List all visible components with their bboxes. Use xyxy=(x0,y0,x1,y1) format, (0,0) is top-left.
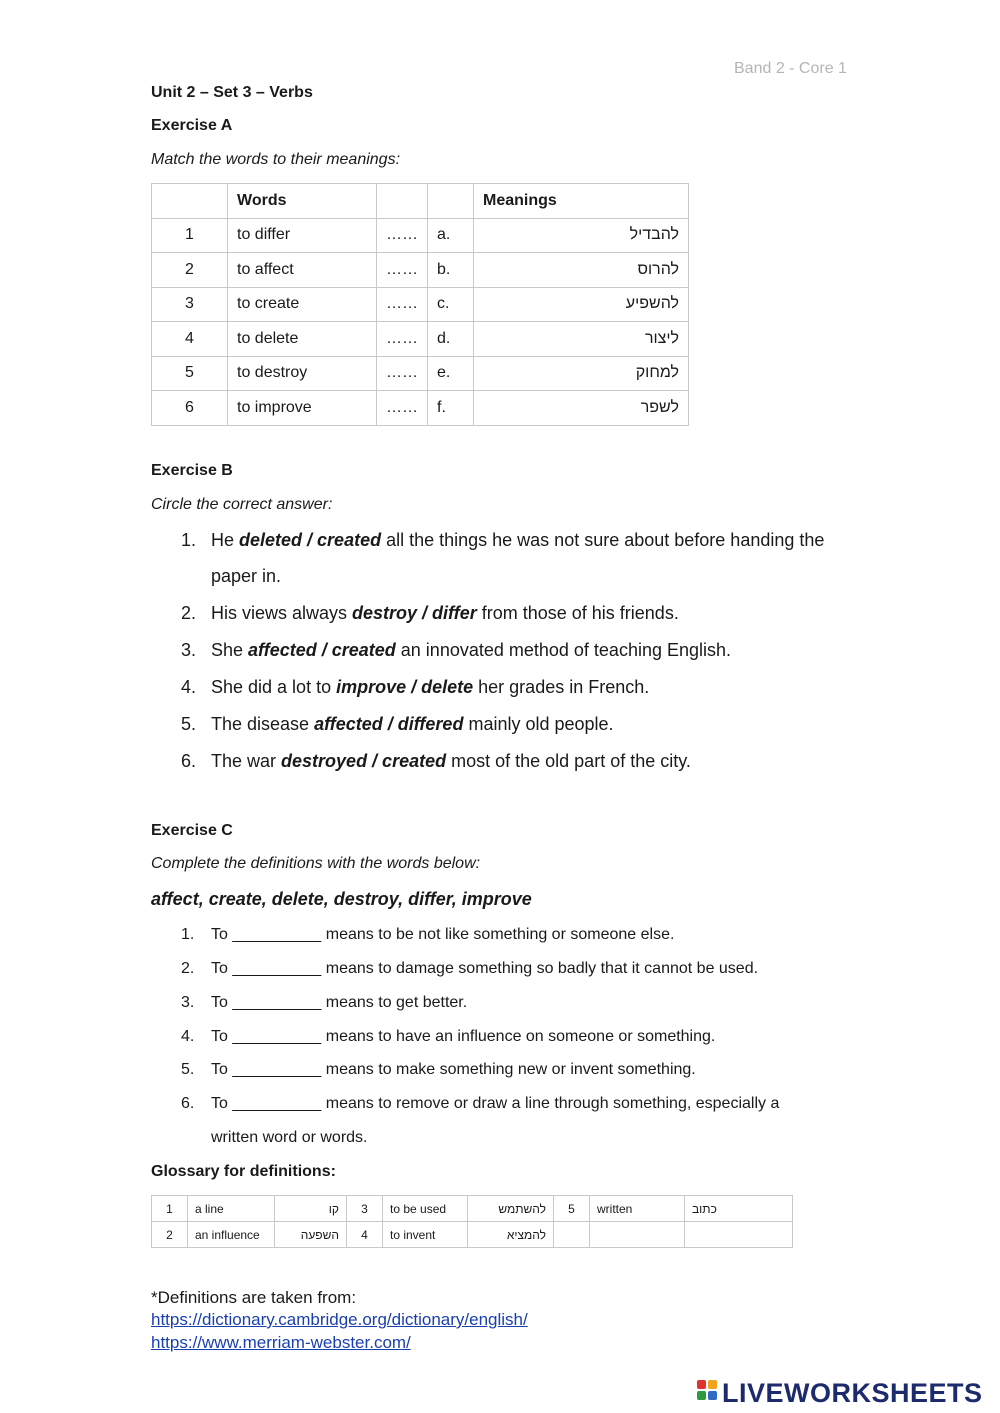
sentence-end: her grades in French. xyxy=(473,677,650,697)
exercise-c-heading: Exercise C xyxy=(151,822,233,839)
meaning-cell xyxy=(474,356,689,391)
definition-continuation: written word or words. xyxy=(211,1129,368,1146)
sentence-start: She xyxy=(211,640,249,660)
answer-choice[interactable]: affected / differed xyxy=(314,714,464,734)
definition-text[interactable]: To __________ means to damage something so badly that it cannot be used. xyxy=(211,960,759,977)
item-number: 4. xyxy=(181,1028,195,1045)
item-number: 1. xyxy=(181,530,197,550)
meaning-text: לשפר xyxy=(640,398,679,416)
sentence-start: He xyxy=(211,530,240,550)
row-number: 4 xyxy=(152,322,228,357)
sentence-end: from those of his friends. xyxy=(476,603,679,623)
hebrew-text: כתוב xyxy=(692,1201,717,1216)
glossary-number: 3 xyxy=(347,1196,383,1222)
word-cell: to improve xyxy=(228,391,377,426)
exercise-c-instruction: Complete the definitions with the words below: xyxy=(151,855,481,872)
hebrew-text: להשתמש xyxy=(498,1201,546,1216)
glossary-hebrew xyxy=(275,1196,347,1222)
glossary-number: 2 xyxy=(152,1222,188,1248)
meaning-text: להרוס xyxy=(637,260,679,278)
letter-cell: e. xyxy=(428,356,474,391)
answer-choice[interactable]: destroy / differ xyxy=(352,603,477,623)
glossary-hebrew xyxy=(685,1196,793,1222)
meaning-cell xyxy=(474,322,689,357)
definition-text[interactable]: To __________ means to remove or draw a line through something, especially a xyxy=(211,1095,780,1112)
meaning-cell xyxy=(474,287,689,322)
glossary-number: 4 xyxy=(347,1222,383,1248)
header-cell xyxy=(428,184,474,219)
sentence-continuation: paper in. xyxy=(211,566,282,586)
matching-table xyxy=(151,183,689,426)
exercise-b-instruction: Circle the correct answer: xyxy=(151,496,333,513)
words-header: Words xyxy=(228,184,377,219)
sentence-end: most of the old part of the city. xyxy=(446,751,691,771)
answer-choice[interactable]: affected / created xyxy=(248,640,396,660)
row-number: 2 xyxy=(152,253,228,288)
letter-cell: b. xyxy=(428,253,474,288)
item-number: 5. xyxy=(181,714,197,734)
word-cell: to delete xyxy=(228,322,377,357)
item-number: 2. xyxy=(181,960,195,977)
logo-text: LIVEWORKSHEETS xyxy=(722,1377,983,1408)
meaning-cell xyxy=(474,391,689,426)
sentence-start: She did a lot to xyxy=(211,677,337,697)
answer-choice[interactable]: deleted / created xyxy=(239,530,382,550)
sentence-start: His views always xyxy=(211,603,353,623)
glossary-table xyxy=(151,1195,793,1248)
answer-choice[interactable]: destroyed / created xyxy=(281,751,447,771)
liveworksheets-logo xyxy=(697,1376,983,1410)
exercise-a-instruction: Match the words to their meanings: xyxy=(151,151,401,168)
table-row xyxy=(152,218,689,253)
answer-blank[interactable]: …… xyxy=(377,287,428,322)
glossary-hebrew xyxy=(275,1222,347,1248)
glossary-hebrew xyxy=(685,1222,793,1248)
answer-blank[interactable]: …… xyxy=(377,356,428,391)
merriam-webster-link[interactable]: https://www.merriam-webster.com/ xyxy=(151,1333,411,1352)
definition-text[interactable]: To __________ means to make something new or invent something. xyxy=(211,1061,696,1078)
item-number: 3. xyxy=(181,640,197,660)
answer-blank[interactable]: …… xyxy=(377,391,428,426)
table-row xyxy=(152,356,689,391)
page-title: Unit 2 – Set 3 – Verbs xyxy=(151,84,313,101)
table-row xyxy=(152,287,689,322)
item-number: 6. xyxy=(181,1095,195,1112)
letter-cell: f. xyxy=(428,391,474,426)
glossary-english: to be used xyxy=(383,1196,468,1222)
table-row xyxy=(152,1222,793,1248)
item-number: 1. xyxy=(181,926,195,943)
glossary-number: 5 xyxy=(554,1196,590,1222)
meaning-text: להבדיל xyxy=(629,226,679,244)
meanings-header: Meanings xyxy=(474,184,689,219)
glossary-english: to invent xyxy=(383,1222,468,1248)
glossary-english: a line xyxy=(188,1196,275,1222)
liveworksheets-logo-icon xyxy=(697,1380,719,1406)
table-row xyxy=(152,1196,793,1222)
letter-cell: c. xyxy=(428,287,474,322)
definition-text[interactable]: To __________ means to get better. xyxy=(211,994,468,1011)
hebrew-text: קו xyxy=(328,1201,339,1216)
hebrew-text: להמציא xyxy=(506,1227,546,1242)
item-number: 2. xyxy=(181,603,197,623)
item-number: 5. xyxy=(181,1061,195,1078)
letter-cell: d. xyxy=(428,322,474,357)
meaning-cell xyxy=(474,218,689,253)
sentence-end: an innovated method of teaching English. xyxy=(395,640,732,660)
sentence-start: The war xyxy=(211,751,282,771)
glossary-hebrew xyxy=(468,1196,554,1222)
word-cell: to affect xyxy=(228,253,377,288)
meaning-text: למחוק xyxy=(635,364,679,382)
band-label: Band 2 - Core 1 xyxy=(734,60,847,77)
table-row xyxy=(152,322,689,357)
row-number: 5 xyxy=(152,356,228,391)
table-row xyxy=(152,391,689,426)
exercise-a-heading: Exercise A xyxy=(151,117,233,134)
row-number: 1 xyxy=(152,218,228,253)
answer-blank[interactable]: …… xyxy=(377,218,428,253)
header-cell xyxy=(152,184,228,219)
item-number: 4. xyxy=(181,677,197,697)
row-number: 3 xyxy=(152,287,228,322)
word-cell: to create xyxy=(228,287,377,322)
word-bank: affect, create, delete, destroy, differ, improve xyxy=(151,889,532,909)
definition-text[interactable]: To __________ means to be not like something or someone else. xyxy=(211,926,675,943)
glossary-english: written xyxy=(590,1196,685,1222)
sentence-start: The disease xyxy=(211,714,315,734)
exercise-b-heading: Exercise B xyxy=(151,462,233,479)
word-cell: to destroy xyxy=(228,356,377,391)
meaning-text: ליצור xyxy=(644,329,679,347)
answer-blank[interactable]: …… xyxy=(377,322,428,357)
hebrew-text: השפעה xyxy=(300,1227,339,1242)
answer-blank[interactable]: …… xyxy=(377,253,428,288)
sources-label: *Definitions are taken from: xyxy=(151,1288,357,1307)
header-cell xyxy=(377,184,428,219)
sentence-end: mainly old people. xyxy=(463,714,614,734)
answer-choice[interactable]: improve / delete xyxy=(336,677,474,697)
glossary-hebrew xyxy=(468,1222,554,1248)
cambridge-link[interactable]: https://dictionary.cambridge.org/dictionary/english/ xyxy=(151,1310,528,1329)
table-row xyxy=(152,253,689,288)
word-cell: to differ xyxy=(228,218,377,253)
meaning-cell xyxy=(474,253,689,288)
definition-text[interactable]: To __________ means to have an influence on someone or something. xyxy=(211,1028,716,1045)
item-number: 6. xyxy=(181,751,197,771)
glossary-english: an influence xyxy=(188,1222,275,1248)
sentence-end: all the things he was not sure about before handing the xyxy=(381,530,825,550)
letter-cell: a. xyxy=(428,218,474,253)
item-number: 3. xyxy=(181,994,195,1011)
meaning-text: להשפיע xyxy=(625,295,679,313)
glossary-heading: Glossary for definitions: xyxy=(151,1163,336,1180)
glossary-number: 1 xyxy=(152,1196,188,1222)
table-header-row xyxy=(152,184,689,219)
glossary-english xyxy=(590,1222,685,1248)
glossary-number xyxy=(554,1222,590,1248)
row-number: 6 xyxy=(152,391,228,426)
